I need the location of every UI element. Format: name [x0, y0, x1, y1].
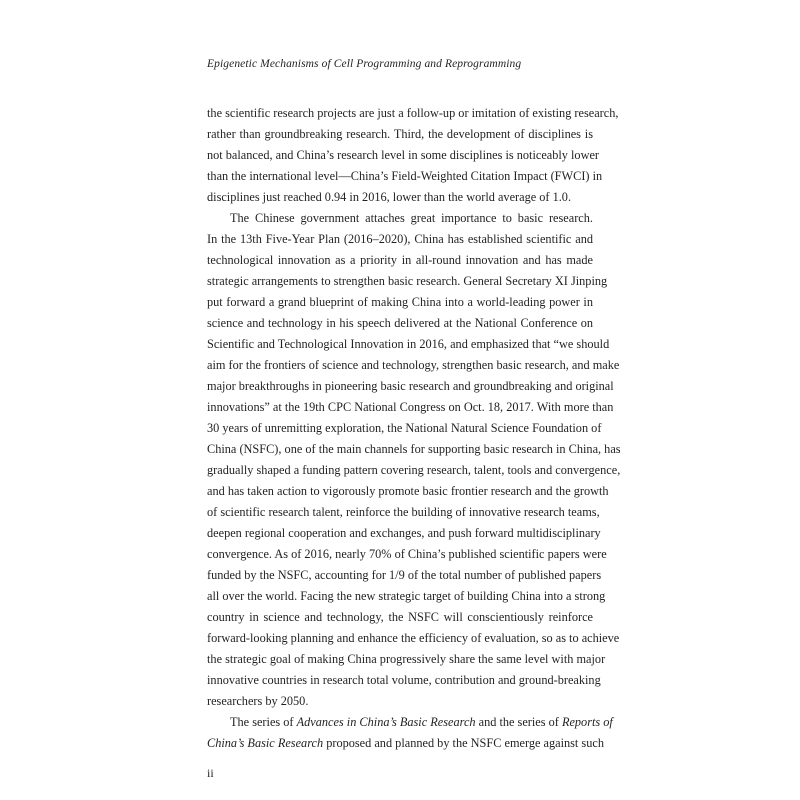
body-text-line	[230, 714, 613, 730]
body-text-line: China (NSFC), one of the main channels for supporting basic research in China, has	[207, 442, 621, 456]
body-text-line: innovative countries in research total volume, contribution and ground-breaking	[207, 673, 601, 687]
body-text-line: than the international level—China’s Field-Weighted Citation Impact (FWCI) in	[207, 169, 603, 183]
page-number: ii	[207, 766, 214, 780]
body-text-line: funded by the NSFC, accounting for 1/9 of the total number of published papers	[207, 568, 602, 582]
running-header: Epigenetic Mechanisms of Cell Programming and Reprogramming	[207, 58, 522, 70]
body-text-line: aim for the frontiers of science and technology, strengthen basic research, and make	[207, 358, 620, 372]
body-text-line: the scientific research projects are just a follow-up or imitation of existing research,	[207, 106, 619, 120]
series-title: Advances in China’s Basic Research	[296, 715, 476, 729]
body-text-line: deepen regional cooperation and exchanges, and push forward multidisciplinary	[207, 526, 601, 540]
body-text-line: In the 13th Five-Year Plan (2016–2020), China has established scientific and	[207, 232, 593, 246]
body-text-line: gradually shaped a funding pattern covering research, talent, tools and convergence,	[207, 463, 621, 477]
body-text-line: forward-looking planning and enhance the efficiency of evaluation, so as to achieve	[207, 631, 620, 645]
series-title: China’s Basic Research	[207, 736, 324, 750]
body-text-line: Scientific and Technological Innovation in 2016, and emphasized that “we should	[207, 337, 610, 351]
body-text-line: technological innovation as a priority in all-round innovation and has made	[207, 253, 593, 267]
body-text-line: convergence. As of 2016, nearly 70% of China’s published scientific papers were	[207, 547, 607, 561]
body-text-line: researchers by 2050.	[207, 694, 309, 708]
body-text-line: the strategic goal of making China progressively share the same level with major	[207, 652, 606, 666]
body-text-line: strategic arrangements to strengthen basic research. General Secretary XI Jinping	[207, 274, 608, 288]
body-text-line: major breakthroughs in pioneering basic research and groundbreaking and original	[207, 379, 614, 393]
text-run: The series of	[230, 715, 297, 729]
body-text-line: disciplines just reached 0.94 in 2016, lower than the world average of 1.0.	[207, 190, 572, 204]
body-text-line	[207, 735, 604, 751]
body-text-line: all over the world. Facing the new strategic target of building China into a strong	[207, 589, 606, 603]
body-text-line: not balanced, and China’s research level in some disciplines is noticeably lower	[207, 148, 600, 162]
body-text-line: of scientific research talent, reinforce the building of innovative research teams,	[207, 505, 600, 519]
body-text-line: rather than groundbreaking research. Third, the development of disciplines is	[207, 127, 593, 141]
body-text-line: science and technology in his speech delivered at the National Conference on	[207, 316, 593, 330]
body-text-line: and has taken action to vigorously promote basic frontier research and the growth	[207, 484, 609, 498]
body-text-line: 30 years of unremitting exploration, the National Natural Science Foundation of	[207, 421, 602, 435]
body-text-line: country in science and technology, the NSFC will conscientiously reinforce	[207, 610, 593, 624]
text-run: proposed and planned by the NSFC emerge against such	[323, 736, 604, 750]
body-text-line: innovations” at the 19th CPC National Congress on Oct. 18, 2017. With more than	[207, 400, 614, 414]
body-text-line: The Chinese government attaches great importance to basic research.	[230, 211, 593, 225]
text-run: and the series of	[475, 715, 562, 729]
body-text-line: put forward a grand blueprint of making China into a world-leading power in	[207, 295, 593, 309]
series-title: Reports of	[561, 715, 613, 729]
